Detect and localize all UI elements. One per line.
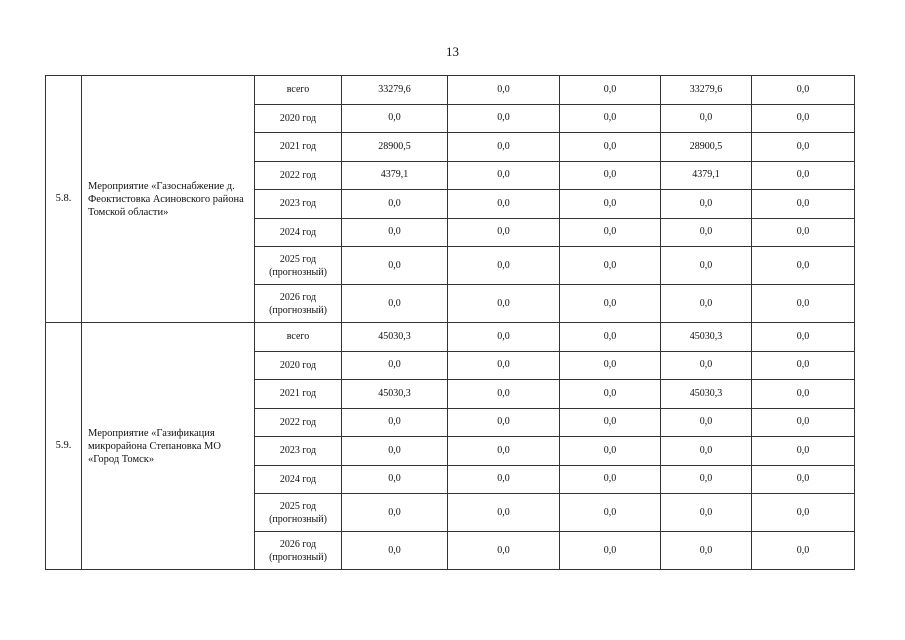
period-cell: 2021 год — [255, 133, 342, 162]
value-cell: 0,0 — [560, 104, 661, 133]
value-cell: 45030,3 — [342, 380, 448, 409]
value-cell: 4379,1 — [661, 161, 752, 190]
value-cell: 0,0 — [342, 351, 448, 380]
value-cell: 0,0 — [752, 161, 855, 190]
value-cell: 0,0 — [448, 218, 560, 247]
value-cell: 0,0 — [752, 380, 855, 409]
value-cell: 45030,3 — [661, 323, 752, 352]
value-cell: 0,0 — [752, 247, 855, 285]
value-cell: 0,0 — [661, 285, 752, 323]
value-cell: 0,0 — [661, 408, 752, 437]
value-cell: 0,0 — [342, 190, 448, 219]
value-cell: 0,0 — [342, 532, 448, 570]
value-cell: 0,0 — [560, 437, 661, 466]
value-cell: 0,0 — [560, 408, 661, 437]
value-cell: 0,0 — [560, 465, 661, 494]
value-cell: 0,0 — [752, 133, 855, 162]
value-cell: 0,0 — [342, 285, 448, 323]
value-cell: 0,0 — [661, 247, 752, 285]
page-number: 13 — [446, 44, 459, 59]
period-cell: 2024 год — [255, 465, 342, 494]
value-cell: 0,0 — [560, 351, 661, 380]
value-cell: 0,0 — [448, 133, 560, 162]
period-cell: 2021 год — [255, 380, 342, 409]
value-cell: 0,0 — [448, 494, 560, 532]
value-cell: 0,0 — [560, 161, 661, 190]
value-cell: 0,0 — [752, 532, 855, 570]
value-cell: 0,0 — [752, 465, 855, 494]
value-cell: 28900,5 — [661, 133, 752, 162]
period-cell: 2023 год — [255, 190, 342, 219]
period-cell: 2020 год — [255, 104, 342, 133]
value-cell: 0,0 — [560, 380, 661, 409]
value-cell: 0,0 — [342, 218, 448, 247]
value-cell: 0,0 — [342, 408, 448, 437]
value-cell: 0,0 — [448, 437, 560, 466]
item-description: Мероприятие «Газификация микрорайона Степановка МО «Город Томск» — [82, 323, 255, 570]
period-cell: 2020 год — [255, 351, 342, 380]
period-cell: 2026 год (прогнозный) — [255, 285, 342, 323]
period-cell: 2026 год (прогнозный) — [255, 532, 342, 570]
period-cell: 2022 год — [255, 408, 342, 437]
value-cell: 0,0 — [448, 351, 560, 380]
table-row — [46, 76, 855, 105]
value-cell: 0,0 — [448, 161, 560, 190]
value-cell: 0,0 — [752, 351, 855, 380]
value-cell: 0,0 — [560, 494, 661, 532]
value-cell: 0,0 — [661, 532, 752, 570]
value-cell: 0,0 — [560, 247, 661, 285]
period-cell: 2024 год — [255, 218, 342, 247]
item-number: 5.9. — [46, 323, 82, 570]
item-description: Мероприятие «Газоснабжение д. Феоктистовка Асиновского района Томской области» — [82, 76, 255, 323]
value-cell: 0,0 — [560, 285, 661, 323]
value-cell: 0,0 — [661, 437, 752, 466]
value-cell: 0,0 — [448, 247, 560, 285]
value-cell: 0,0 — [752, 285, 855, 323]
value-cell: 0,0 — [342, 437, 448, 466]
value-cell: 0,0 — [560, 133, 661, 162]
value-cell: 0,0 — [342, 494, 448, 532]
value-cell: 0,0 — [661, 218, 752, 247]
value-cell: 0,0 — [342, 247, 448, 285]
value-cell: 0,0 — [560, 323, 661, 352]
value-cell: 45030,3 — [342, 323, 448, 352]
value-cell: 0,0 — [752, 190, 855, 219]
value-cell: 45030,3 — [661, 380, 752, 409]
value-cell: 0,0 — [752, 494, 855, 532]
value-cell: 0,0 — [661, 190, 752, 219]
value-cell: 0,0 — [752, 104, 855, 133]
value-cell: 0,0 — [342, 465, 448, 494]
value-cell: 0,0 — [661, 104, 752, 133]
period-cell: 2023 год — [255, 437, 342, 466]
table-body — [46, 76, 855, 570]
value-cell: 28900,5 — [342, 133, 448, 162]
period-cell: всего — [255, 76, 342, 105]
value-cell: 0,0 — [661, 465, 752, 494]
value-cell: 0,0 — [448, 408, 560, 437]
value-cell: 0,0 — [661, 351, 752, 380]
value-cell: 0,0 — [342, 104, 448, 133]
value-cell: 0,0 — [560, 190, 661, 219]
value-cell: 0,0 — [448, 104, 560, 133]
period-cell: 2025 год (прогнозный) — [255, 494, 342, 532]
period-cell: всего — [255, 323, 342, 352]
value-cell: 0,0 — [752, 437, 855, 466]
value-cell: 0,0 — [752, 218, 855, 247]
value-cell: 4379,1 — [342, 161, 448, 190]
value-cell: 0,0 — [448, 190, 560, 219]
value-cell: 0,0 — [752, 76, 855, 105]
value-cell: 33279,6 — [342, 76, 448, 105]
value-cell: 0,0 — [560, 76, 661, 105]
period-cell: 2025 год (прогнозный) — [255, 247, 342, 285]
value-cell: 0,0 — [448, 285, 560, 323]
value-cell: 0,0 — [448, 76, 560, 105]
value-cell: 0,0 — [752, 323, 855, 352]
value-cell: 33279,6 — [661, 76, 752, 105]
item-number: 5.8. — [46, 76, 82, 323]
period-cell: 2022 год — [255, 161, 342, 190]
funding-table — [45, 75, 855, 570]
value-cell: 0,0 — [448, 465, 560, 494]
value-cell: 0,0 — [560, 218, 661, 247]
value-cell: 0,0 — [448, 532, 560, 570]
table-row — [46, 323, 855, 352]
value-cell: 0,0 — [560, 532, 661, 570]
value-cell: 0,0 — [448, 380, 560, 409]
value-cell: 0,0 — [448, 323, 560, 352]
value-cell: 0,0 — [661, 494, 752, 532]
value-cell: 0,0 — [752, 408, 855, 437]
